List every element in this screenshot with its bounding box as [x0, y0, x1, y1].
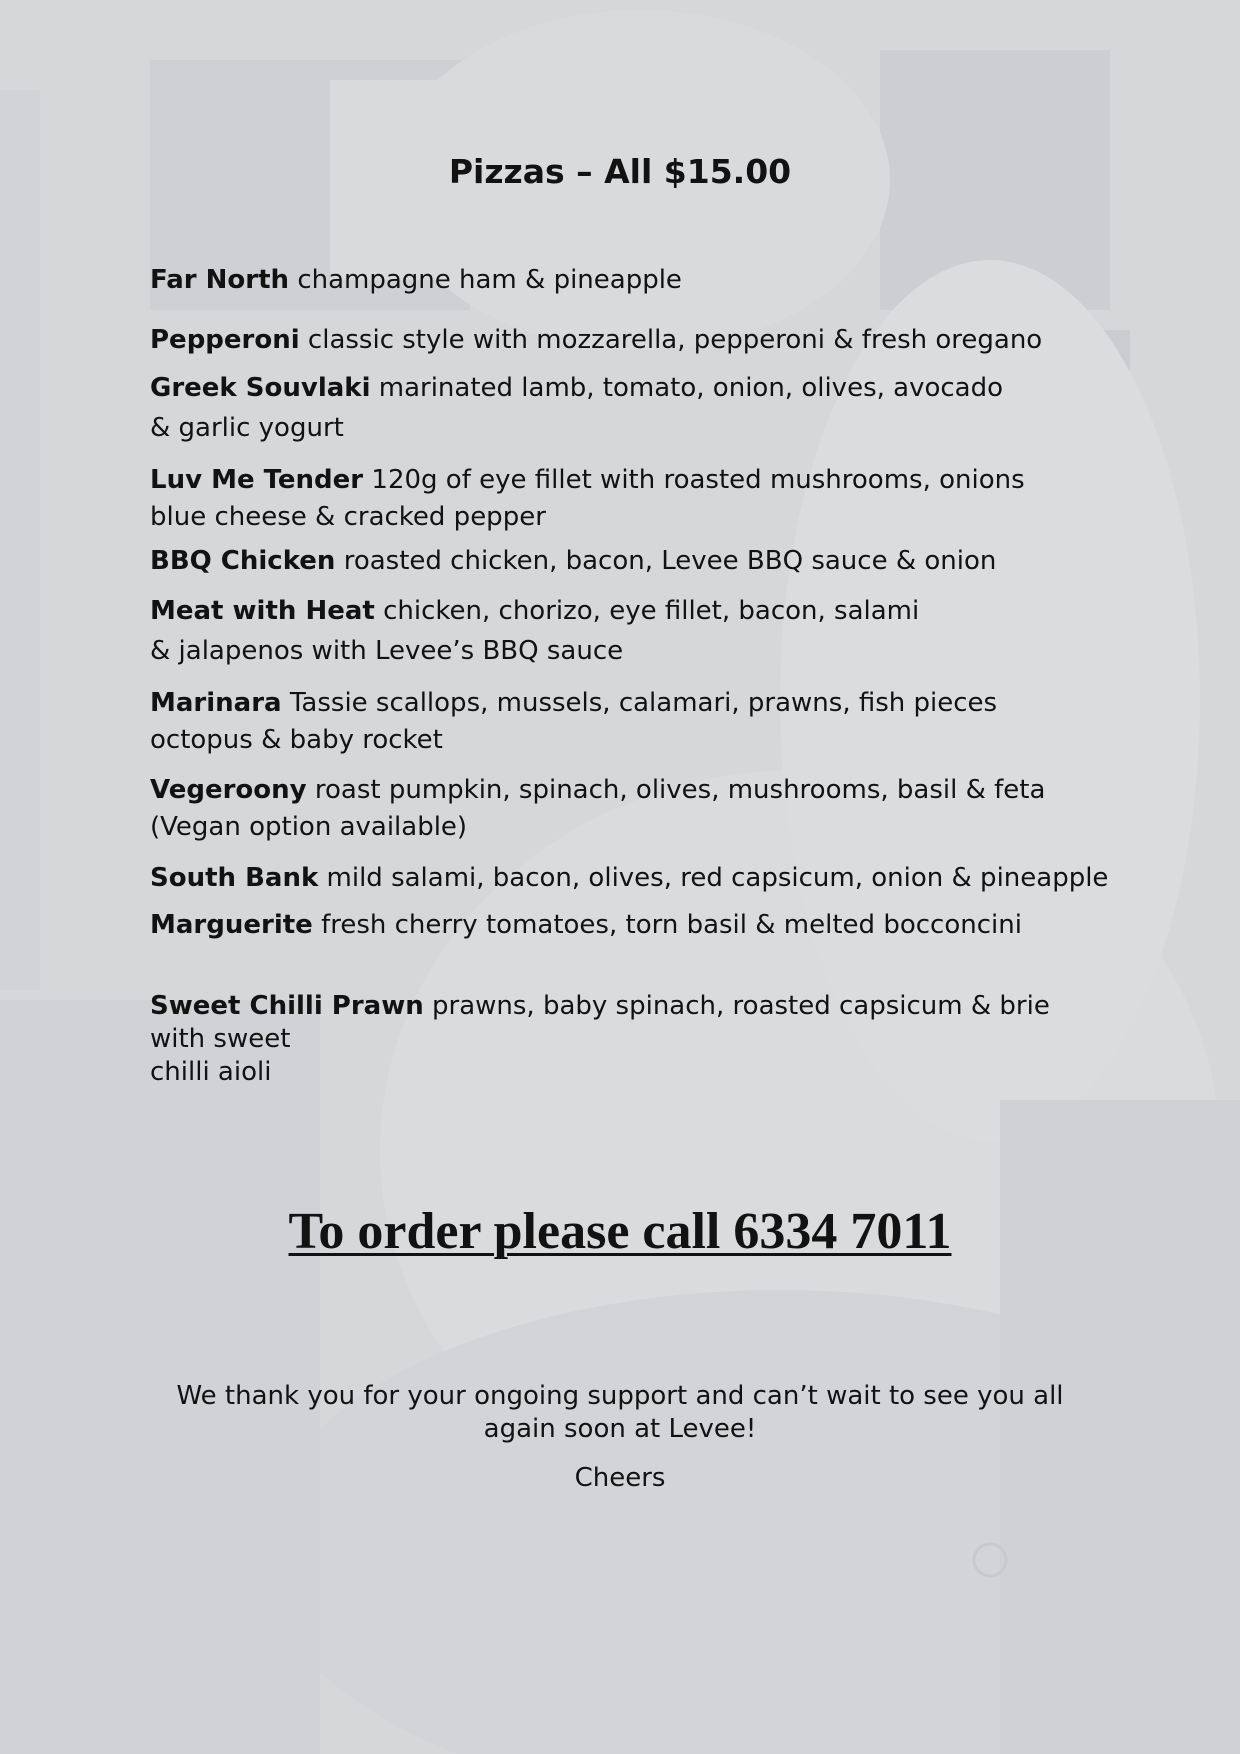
pizza-desc: classic style with mozzarella, pepperoni & fresh oregano: [307, 325, 1043, 355]
pizza-name: Marinara: [150, 688, 282, 718]
pizza-desc-continued: chilli aioli: [150, 1057, 272, 1087]
pizza-item-luv-me-tender: [150, 460, 1110, 534]
thank-you-message: We thank you for your ongoing support and can’t wait to see you all again soon at Levee!: [176, 1381, 1064, 1444]
pizza-item-sweet-chilli-prawn: [150, 990, 1110, 1089]
pizza-name: Luv Me Tender: [150, 465, 364, 495]
pizza-desc: 120g of eye fillet with roasted mushrooms, onions: [371, 465, 1025, 495]
pizza-item-vegeroony: [150, 770, 1110, 844]
pizza-name: Far North: [150, 265, 290, 295]
pizza-name: Pepperoni: [150, 325, 300, 355]
pizza-item-marinara: [150, 683, 1110, 757]
pizza-name: Vegeroony: [150, 775, 307, 805]
pizza-name: BBQ Chicken: [150, 546, 336, 576]
pizza-desc: fresh cherry tomatoes, torn basil & melted bocconcini: [321, 910, 1022, 940]
pizza-desc: champagne ham & pineapple: [297, 265, 682, 295]
pizza-name: Meat with Heat: [150, 596, 375, 626]
order-phone-heading: [0, 1200, 1240, 1264]
pizza-item-far-north: [150, 260, 1110, 300]
pizza-desc: roast pumpkin, spinach, olives, mushrooms, basil & feta: [314, 775, 1046, 805]
page-title: Pizzas – All $15.00: [448, 152, 792, 191]
pizza-desc-continued: & jalapenos with Levee’s BBQ sauce: [150, 636, 624, 666]
pizza-desc: prawns, baby spinach, roasted capsicum & brie with sweet: [150, 991, 1050, 1054]
pizza-name: Marguerite: [150, 910, 313, 940]
pizza-item-greek-souvlaki: [150, 368, 1110, 448]
pizza-desc: Tassie scallops, mussels, calamari, prawns, fish pieces: [289, 688, 998, 718]
pizza-desc: chicken, chorizo, eye fillet, bacon, salami: [383, 596, 920, 626]
pizza-desc: roasted chicken, bacon, Levee BBQ sauce & onion: [343, 546, 997, 576]
pizza-item-bbq-chicken: [150, 541, 1110, 581]
pizza-name: Sweet Chilli Prawn: [150, 991, 424, 1021]
pizza-desc: mild salami, bacon, olives, red capsicum, onion & pineapple: [326, 863, 1109, 893]
pizza-desc-continued: & garlic yogurt: [150, 413, 344, 443]
pizza-desc-continued: blue cheese & cracked pepper: [150, 502, 546, 532]
sign-off: Cheers: [574, 1463, 666, 1493]
pizza-name: Greek Souvlaki: [150, 373, 371, 403]
pizza-item-south-bank: [150, 858, 1110, 898]
pizza-desc-continued: (Vegan option available): [150, 812, 468, 842]
order-phone-text: To order please call 6334 7011: [288, 1203, 952, 1260]
pizza-item-pepperoni: [150, 320, 1110, 360]
pizza-item-meat-with-heat: [150, 591, 1110, 671]
pizza-desc: marinated lamb, tomato, onion, olives, avocado: [378, 373, 1004, 403]
pizza-item-marguerite: [150, 905, 1110, 945]
pizza-name: South Bank: [150, 863, 319, 893]
pizza-desc-continued: octopus & baby rocket: [150, 725, 443, 755]
